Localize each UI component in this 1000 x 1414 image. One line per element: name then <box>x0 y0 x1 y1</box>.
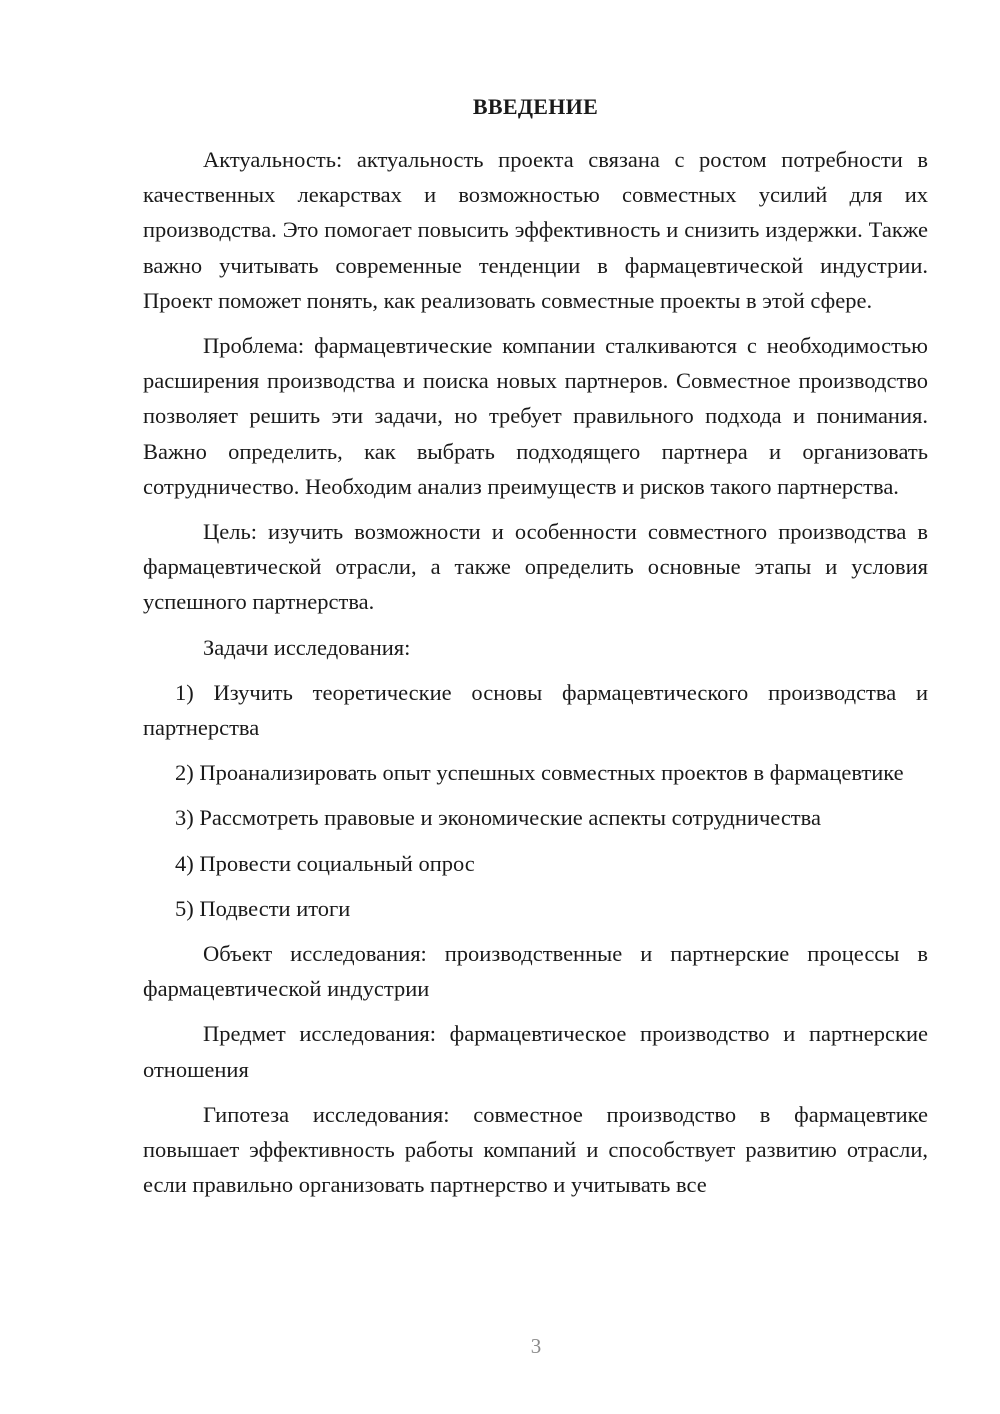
list-item-task-5: 5) Подвести итоги <box>175 895 351 921</box>
paragraph-relevance: Актуальность: актуальность проекта связана с ростом потребности в качественных лекарствах и возможностью совместных усилий для их производства. Это помогает повысить эффективность и снизить издержки. Также важно учитывать современные тенденции в фармацевтической индустрии. Проект поможет понять, как реализовать совместные проекты в этой сфере. <box>143 147 928 313</box>
paragraph-goal: Цель: изучить возможности и особенности совместного производства в фармацевтической отрасли, а также определить основные этапы и условия успешного партнерства. <box>143 519 928 615</box>
list-item-task-3: 3) Рассмотреть правовые и экономические аспекты сотрудничества <box>175 805 821 831</box>
paragraph-object: Объект исследования: производственные и партнерские процессы в фармацевтической индустрии <box>143 941 928 1002</box>
paragraph-subject: Предмет исследования: фармацевтическое производство и партнерские отношения <box>143 1021 928 1082</box>
list-item-task-1: 1) Изучить теоретические основы фармацевтического производства и партнерства <box>143 679 928 741</box>
paragraph-tasks-heading: Задачи исследования: <box>203 634 411 660</box>
page-number: 3 <box>530 1334 542 1358</box>
list-item-task-2: 2) Проанализировать опыт успешных совместных проектов в фармацевтике <box>175 760 904 786</box>
section-title: ВВЕДЕНИЕ <box>472 94 599 119</box>
paragraph-problem: Проблема: фармацевтические компании сталкиваются с необходимостью расширения производства и поиска новых партнеров. Совместное производство позволяет решить эти задачи, но требует правильного подхода и понимания. Важно определить, как выбрать подходящего партнера и организовать сотрудничество. Необходим анализ преимуществ и рисков такого партнерства. <box>143 333 928 499</box>
paragraph-hypothesis: Гипотеза исследования: совместное производство в фармацевтике повышает эффективность работы компаний и способствует развитию отрасли, если правильно организовать партнерство и учитывать все <box>143 1101 928 1198</box>
list-item-task-4: 4) Провести социальный опрос <box>175 850 475 876</box>
document-body <box>143 142 928 1212</box>
